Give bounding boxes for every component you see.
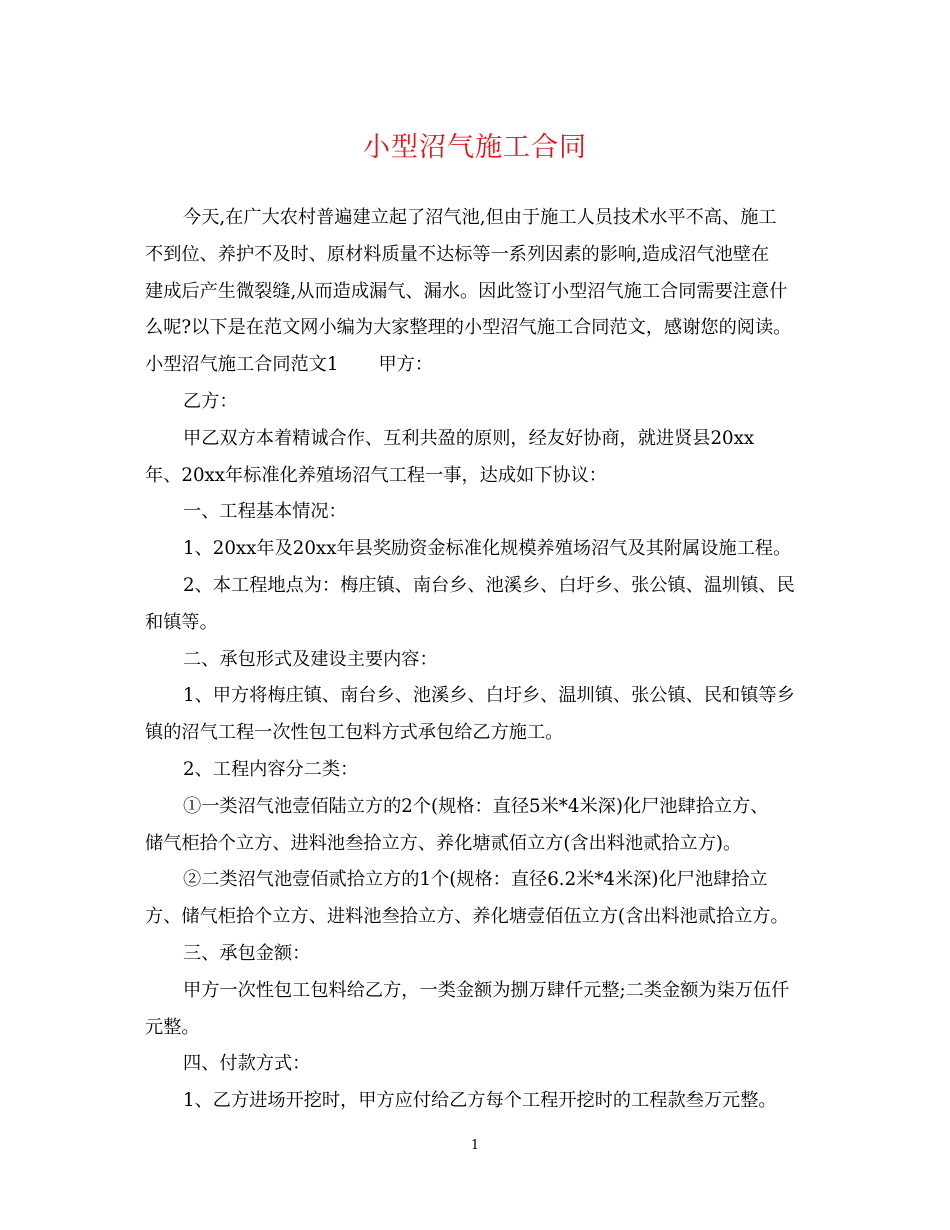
intro-line-1: 今天,在广大农村普遍建立起了沼气池,但由于施工人员技术水平不高、施工	[183, 207, 777, 228]
section-2-item-2b-line-1: ②二类沼气池壹佰贰拾立方的1个(规格：直径6.2米*4米深)化尸池肆拾立	[183, 869, 768, 891]
agreement-line-1: 甲乙双方本着精诚合作、互利共盈的原则，经友好协商，就进贤县20xx	[183, 427, 755, 449]
party-b-label: 乙方：	[183, 390, 238, 412]
section-2-item-1-line-2: 镇的沼气工程一次性包工包料方式承包给乙方施工。	[145, 722, 564, 744]
document-body	[145, 200, 815, 1120]
section-3-line-2: 元整。	[145, 1016, 200, 1038]
section-2-heading: 二、承包形式及建设主要内容：	[183, 648, 438, 670]
section-4-item-1: 1、乙方进场开挖时，甲方应付给乙方每个工程开挖时的工程款叁万元整。	[183, 1090, 777, 1112]
intro-line-2: 不到位、养护不及时、原材料质量不达标等一系列因素的影响,造成沼气池壁在	[145, 243, 770, 265]
section-3-heading: 三、承包金额：	[183, 942, 311, 964]
section-1-heading: 一、工程基本情况：	[183, 501, 347, 523]
sample-heading: 小型沼气施工合同范文1	[145, 354, 339, 376]
page-number: 1	[470, 1138, 480, 1153]
section-1-item-1: 1、20xx年及20xx年县奖励资金标准化规模养殖场沼气及其附属设施工程。	[183, 538, 792, 560]
party-a-label: 甲方：	[378, 354, 434, 376]
section-2-item-2a-line-2: 储气柜拾个立方、进料池叁拾立方、养化塘贰佰立方(含出料池贰拾立方)。	[145, 832, 742, 854]
section-2-item-2a-line-1: ①一类沼气池壹佰陆立方的2个(规格：直径5米*4米深)化尸池肆拾立方、	[183, 795, 769, 817]
section-2-item-2b-line-2: 方、储气柜拾个立方、进料池叁拾立方、养化塘壹佰伍立方(含出料池贰拾立方。	[145, 906, 789, 928]
intro-line-3: 建成后产生微裂缝,从而造成漏气、漏水。因此签订小型沼气施工合同需要注意什	[145, 280, 788, 302]
sample-heading-line	[145, 347, 815, 384]
intro-line-4: 么呢?以下是在范文网小编为大家整理的小型沼气施工合同范文，感谢您的阅读。	[145, 317, 792, 339]
section-1-item-2-line-2: 和镇等。	[145, 611, 218, 633]
section-3-line-1: 甲方一次性包工包料给乙方，一类金额为捌万肆仟元整;二类金额为柒万伍仟	[183, 979, 790, 1001]
document-title: 小型沼气施工合同	[363, 132, 587, 163]
section-1-item-2-line-1: 2、本工程地点为：梅庄镇、南台乡、池溪乡、白圩乡、张公镇、温圳镇、民	[183, 574, 795, 596]
section-2-item-2: 2、工程内容分二类：	[183, 758, 359, 780]
section-4-heading: 四、付款方式：	[183, 1053, 311, 1075]
agreement-line-2: 年、20xx年标准化养殖场沼气工程一事，达成如下协议：	[145, 464, 607, 486]
section-2-item-1-line-1: 1、甲方将梅庄镇、南台乡、池溪乡、白圩乡、温圳镇、张公镇、民和镇等乡	[183, 685, 795, 707]
